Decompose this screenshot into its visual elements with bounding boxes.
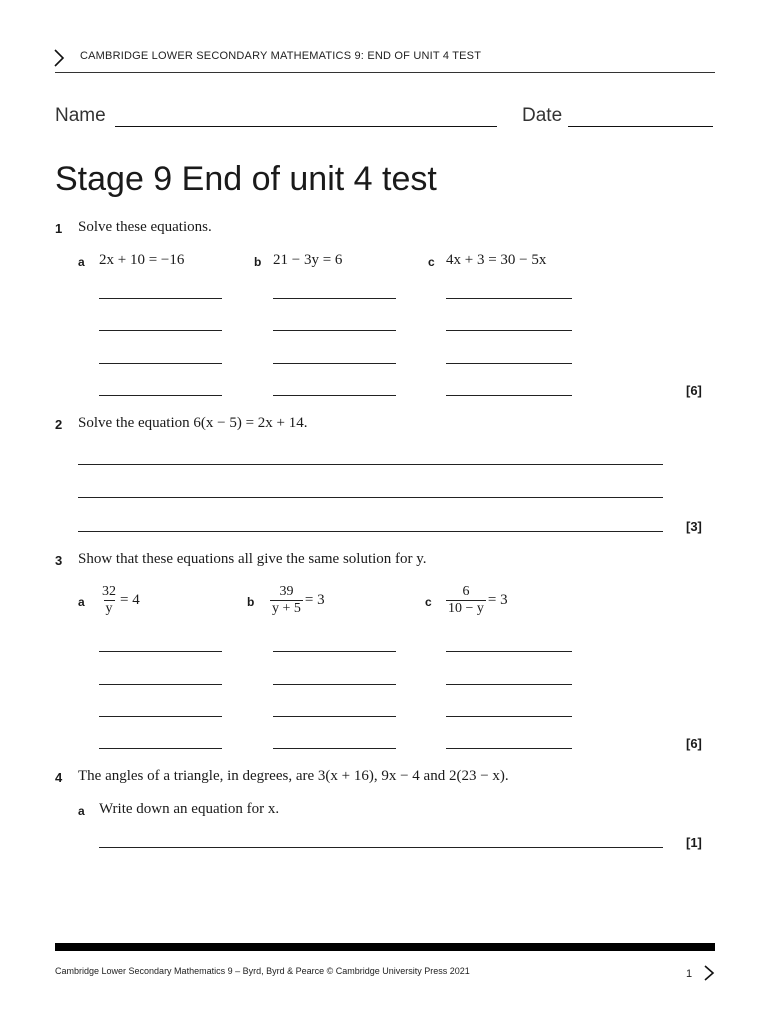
answer-line[interactable] (446, 716, 572, 717)
part-label: a (78, 255, 85, 269)
denominator: 10 − y (448, 601, 484, 616)
equation: 2x + 10 = −16 (99, 252, 185, 268)
name-label: Name (55, 105, 106, 126)
answer-line[interactable] (78, 497, 663, 498)
answer-line[interactable] (273, 298, 396, 299)
question-number: 4 (55, 770, 63, 785)
part-label: c (428, 255, 435, 269)
name-field[interactable] (115, 126, 497, 127)
answer-line[interactable] (446, 748, 572, 749)
chevron-right-icon[interactable] (703, 964, 715, 982)
part-label: b (247, 595, 255, 609)
answer-line[interactable] (273, 363, 396, 364)
answer-line[interactable] (78, 531, 663, 532)
answer-line[interactable] (99, 363, 222, 364)
question-text: Write down an equation for x. (99, 801, 280, 817)
answer-line[interactable] (99, 330, 222, 331)
answer-line[interactable] (99, 395, 222, 396)
equation-rhs: = 3 (304, 592, 325, 608)
marks: [6] (686, 383, 702, 398)
answer-line[interactable] (99, 684, 222, 685)
answer-line[interactable] (273, 716, 396, 717)
answer-line[interactable] (78, 464, 663, 465)
date-field[interactable] (568, 126, 713, 127)
answer-line[interactable] (446, 684, 572, 685)
date-label: Date (522, 105, 563, 126)
chevron-right-icon (52, 48, 66, 68)
fraction-equation (270, 584, 325, 617)
fraction-equation (100, 584, 140, 617)
question-text: The angles of a triangle, in degrees, are 3(x + 16), 9x − 4 and 2(23 − x). (78, 768, 509, 784)
answer-line[interactable] (446, 298, 572, 299)
answer-line[interactable] (99, 716, 222, 717)
question-text: Solve the equation 6(x − 5) = 2x + 14. (78, 415, 308, 431)
part-label: c (425, 595, 432, 609)
equation-rhs: = 4 (120, 592, 140, 608)
answer-line[interactable] (446, 330, 572, 331)
answer-line[interactable] (273, 748, 396, 749)
question-text: Show that these equations all give the same solution for y. (78, 551, 427, 567)
part-label: a (78, 804, 85, 818)
answer-line[interactable] (446, 395, 572, 396)
question-number: 3 (55, 553, 63, 568)
marks: [3] (686, 519, 702, 534)
question-number: 2 (55, 417, 63, 432)
running-header: CAMBRIDGE LOWER SECONDARY MATHEMATICS 9: END OF UNIT 4 TEST (80, 50, 482, 62)
answer-line[interactable] (446, 363, 572, 364)
header-rule (55, 72, 715, 73)
equation: 21 − 3y = 6 (273, 252, 343, 268)
denominator: y + 5 (272, 601, 301, 616)
equation: 4x + 3 = 30 − 5x (446, 252, 547, 268)
page-title: Stage 9 End of unit 4 test (55, 160, 437, 198)
part-label: a (78, 595, 85, 609)
answer-line[interactable] (273, 395, 396, 396)
numerator: 32 (102, 584, 116, 599)
answer-line[interactable] (99, 298, 222, 299)
page-number: 1 (686, 968, 693, 980)
footer-bar (55, 943, 715, 951)
answer-line[interactable] (99, 651, 222, 652)
fraction-equation (446, 584, 508, 617)
numerator: 39 (279, 584, 294, 599)
answer-line[interactable] (446, 651, 572, 652)
answer-line[interactable] (273, 651, 396, 652)
answer-line[interactable] (99, 847, 663, 848)
answer-line[interactable] (273, 684, 396, 685)
marks: [6] (686, 736, 702, 751)
answer-line[interactable] (99, 748, 222, 749)
part-label: b (254, 255, 262, 269)
footer-credit: Cambridge Lower Secondary Mathematics 9 – Byrd, Byrd & Pearce © Cambridge University Press 2021 (55, 966, 470, 976)
equation-rhs: = 3 (487, 592, 508, 608)
marks: [1] (686, 835, 702, 850)
answer-line[interactable] (273, 330, 396, 331)
question-text: Solve these equations. (78, 219, 212, 235)
denominator: y (105, 601, 113, 616)
question-number: 1 (55, 221, 63, 236)
numerator: 6 (462, 584, 470, 599)
